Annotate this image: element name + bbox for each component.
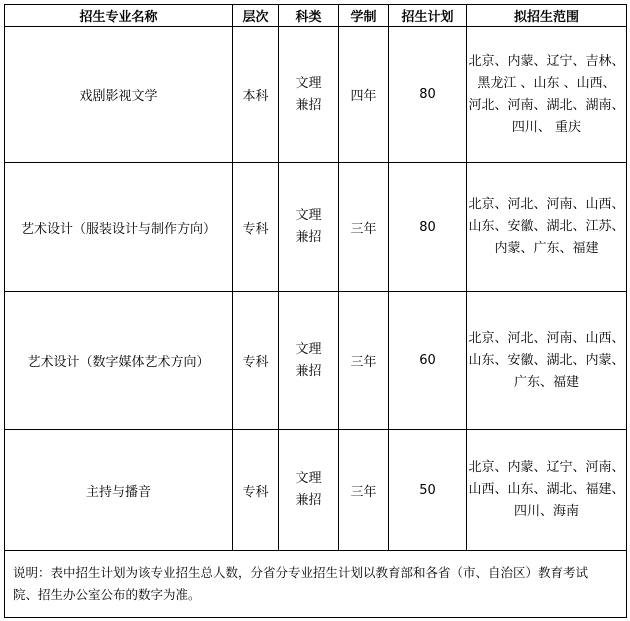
range-cell <box>467 163 627 292</box>
category-line: 兼招 <box>295 493 322 508</box>
table-row <box>5 27 627 163</box>
category-cell <box>279 163 339 292</box>
range-line: 北京、河北、河南、山西、 <box>468 330 625 346</box>
note-line: 说明：表中招生计划为该专业招生总人数，分省分专业招生计划以教育部和各省（市、自治区）教育考试 <box>13 565 589 580</box>
range-line: 北京、内蒙、辽宁、河南、 <box>468 460 625 475</box>
admission-plan-table <box>4 4 627 618</box>
header-category: 科类 <box>279 5 339 27</box>
range-line: 北京、内蒙、辽宁、吉林、 <box>468 53 625 69</box>
range-cell <box>467 292 627 430</box>
plan-cell: 80 <box>389 27 467 163</box>
plan-cell: 60 <box>389 292 467 430</box>
duration-cell: 四年 <box>339 27 389 163</box>
note-row <box>5 551 627 618</box>
category-line: 文理 <box>295 471 322 486</box>
header-range: 拟招生范围 <box>467 5 627 27</box>
range-line: 山东、安徽、湖北、江苏、 <box>468 219 625 234</box>
range-cell <box>467 27 627 163</box>
category-cell <box>279 292 339 430</box>
table-row <box>5 292 627 430</box>
level-cell: 专科 <box>233 430 279 551</box>
major-cell: 戏剧影视文学 <box>5 27 233 163</box>
level-cell: 本科 <box>233 27 279 163</box>
range-line: 四川、海南 <box>513 504 579 519</box>
level-cell: 专科 <box>233 163 279 292</box>
category-line: 文理 <box>295 341 322 357</box>
range-line: 河北、河南、湖北、湖南、 <box>468 97 625 113</box>
range-line: 北京、河北、河南、山西、 <box>468 197 625 212</box>
category-cell <box>279 27 339 163</box>
table-row <box>5 163 627 292</box>
header-row <box>5 5 627 27</box>
table-row <box>5 430 627 551</box>
plan-cell: 80 <box>389 163 467 292</box>
category-line: 文理 <box>295 208 322 223</box>
duration-cell: 三年 <box>339 430 389 551</box>
level-cell: 专科 <box>233 292 279 430</box>
category-line: 兼招 <box>295 230 322 245</box>
range-line: 山西、山东、湖北、福建、 <box>468 482 625 497</box>
category-line: 兼招 <box>295 97 322 113</box>
range-line: 四川、 重庆 <box>511 119 582 135</box>
note-cell <box>5 551 627 618</box>
header-major: 招生专业名称 <box>5 5 233 27</box>
range-cell <box>467 430 627 551</box>
major-cell: 艺术设计（服装设计与制作方向） <box>5 163 233 292</box>
range-line: 内蒙、广东、福建 <box>494 241 599 256</box>
category-cell <box>279 430 339 551</box>
plan-cell: 50 <box>389 430 467 551</box>
range-line: 黑龙江 、山东 、山西、 <box>477 75 616 91</box>
note-line: 院、招生办公室公布的数字为准。 <box>13 587 201 602</box>
major-cell: 艺术设计（数字媒体艺术方向） <box>5 292 233 430</box>
range-line: 山东、安徽、湖北、内蒙、 <box>468 352 625 368</box>
duration-cell: 三年 <box>339 292 389 430</box>
major-cell: 主持与播音 <box>5 430 233 551</box>
duration-cell: 三年 <box>339 163 389 292</box>
range-line: 广东、福建 <box>513 374 579 390</box>
header-level: 层次 <box>233 5 279 27</box>
category-line: 文理 <box>295 75 322 91</box>
category-line: 兼招 <box>295 363 322 379</box>
header-plan: 招生计划 <box>389 5 467 27</box>
header-duration: 学制 <box>339 5 389 27</box>
